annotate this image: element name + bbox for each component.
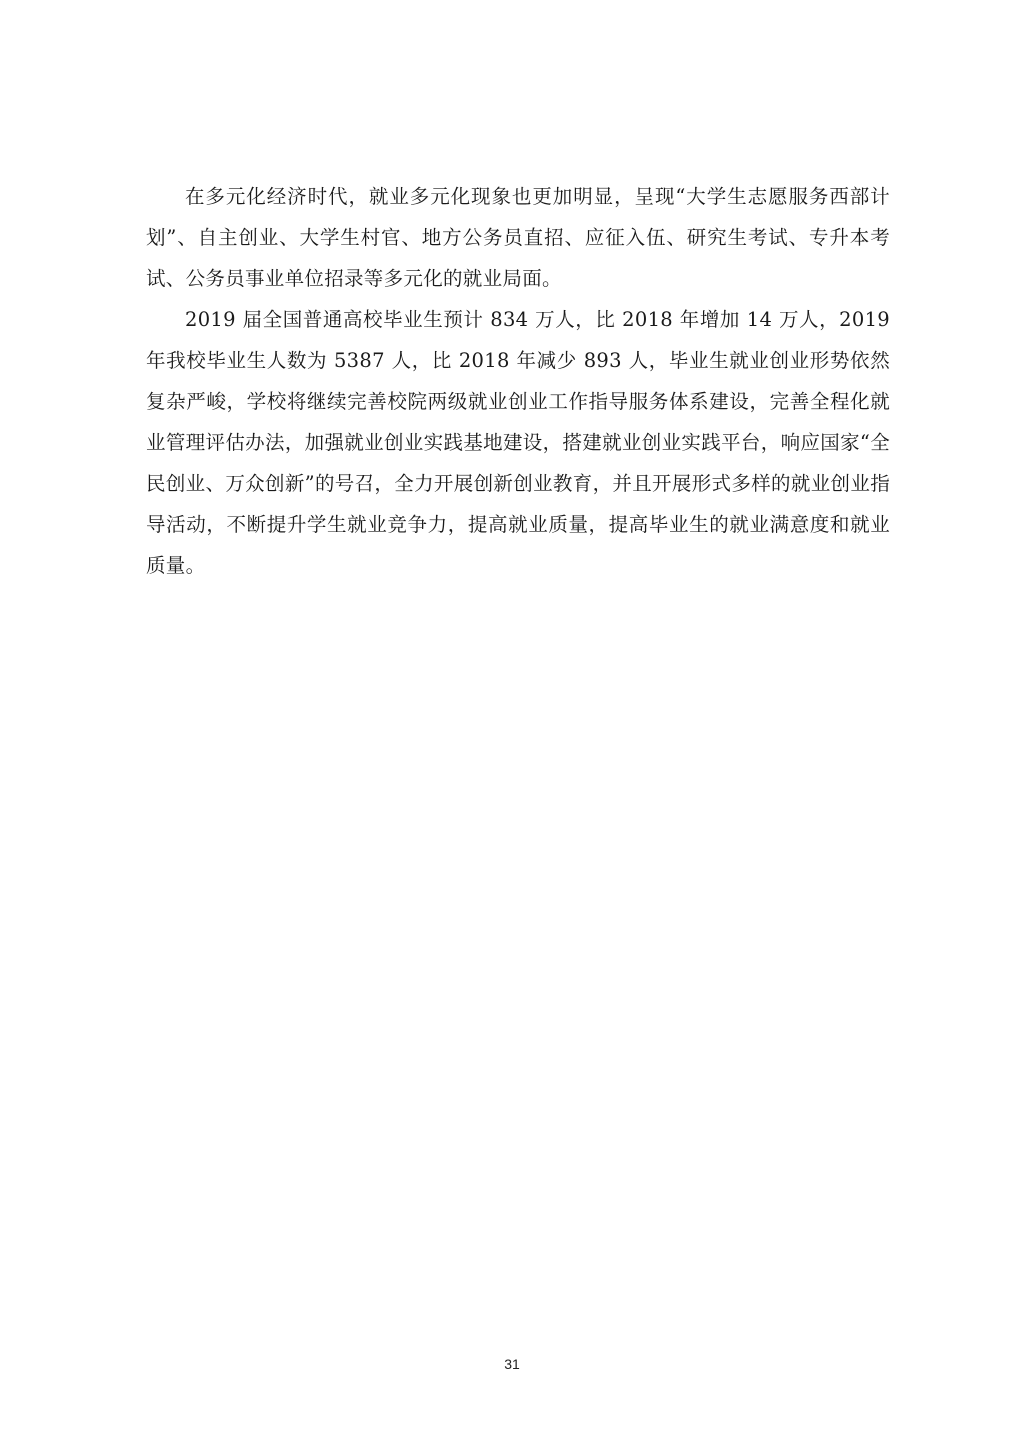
paragraph-graduate-employment-2019: 2019 届全国普通高校毕业生预计 834 万人，比 2018 年增加 14 万人，2019 年我校毕业生人数为 5387 人，比 2018 年减少 893 人，毕业生就业创业形势依然复杂严峻，学校将继续完善校院两级就业创业工作指导服务体系建设，完善全程化就业管理评估办法，加强就业创业实践基地建设，搭建就业创业实践平台，响应国家“全民创业、万众创新”的号召，全力开展创新创业教育，并且开展形式多样的就业创业指导活动，不断提升学生就业竞争力，提高就业质量，提高毕业生的就业满意度和就业质量。 bbox=[146, 308, 890, 577]
page-number: 31 bbox=[504, 1356, 520, 1372]
paragraph-employment-diversification: 在多元化经济时代，就业多元化现象也更加明显，呈现“大学生志愿服务西部计划”、自主创业、大学生村官、地方公务员直招、应征入伍、研究生考试、专升本考试、公务员事业单位招录等多元化的就业局面。 bbox=[146, 185, 890, 290]
body-text bbox=[146, 176, 890, 586]
